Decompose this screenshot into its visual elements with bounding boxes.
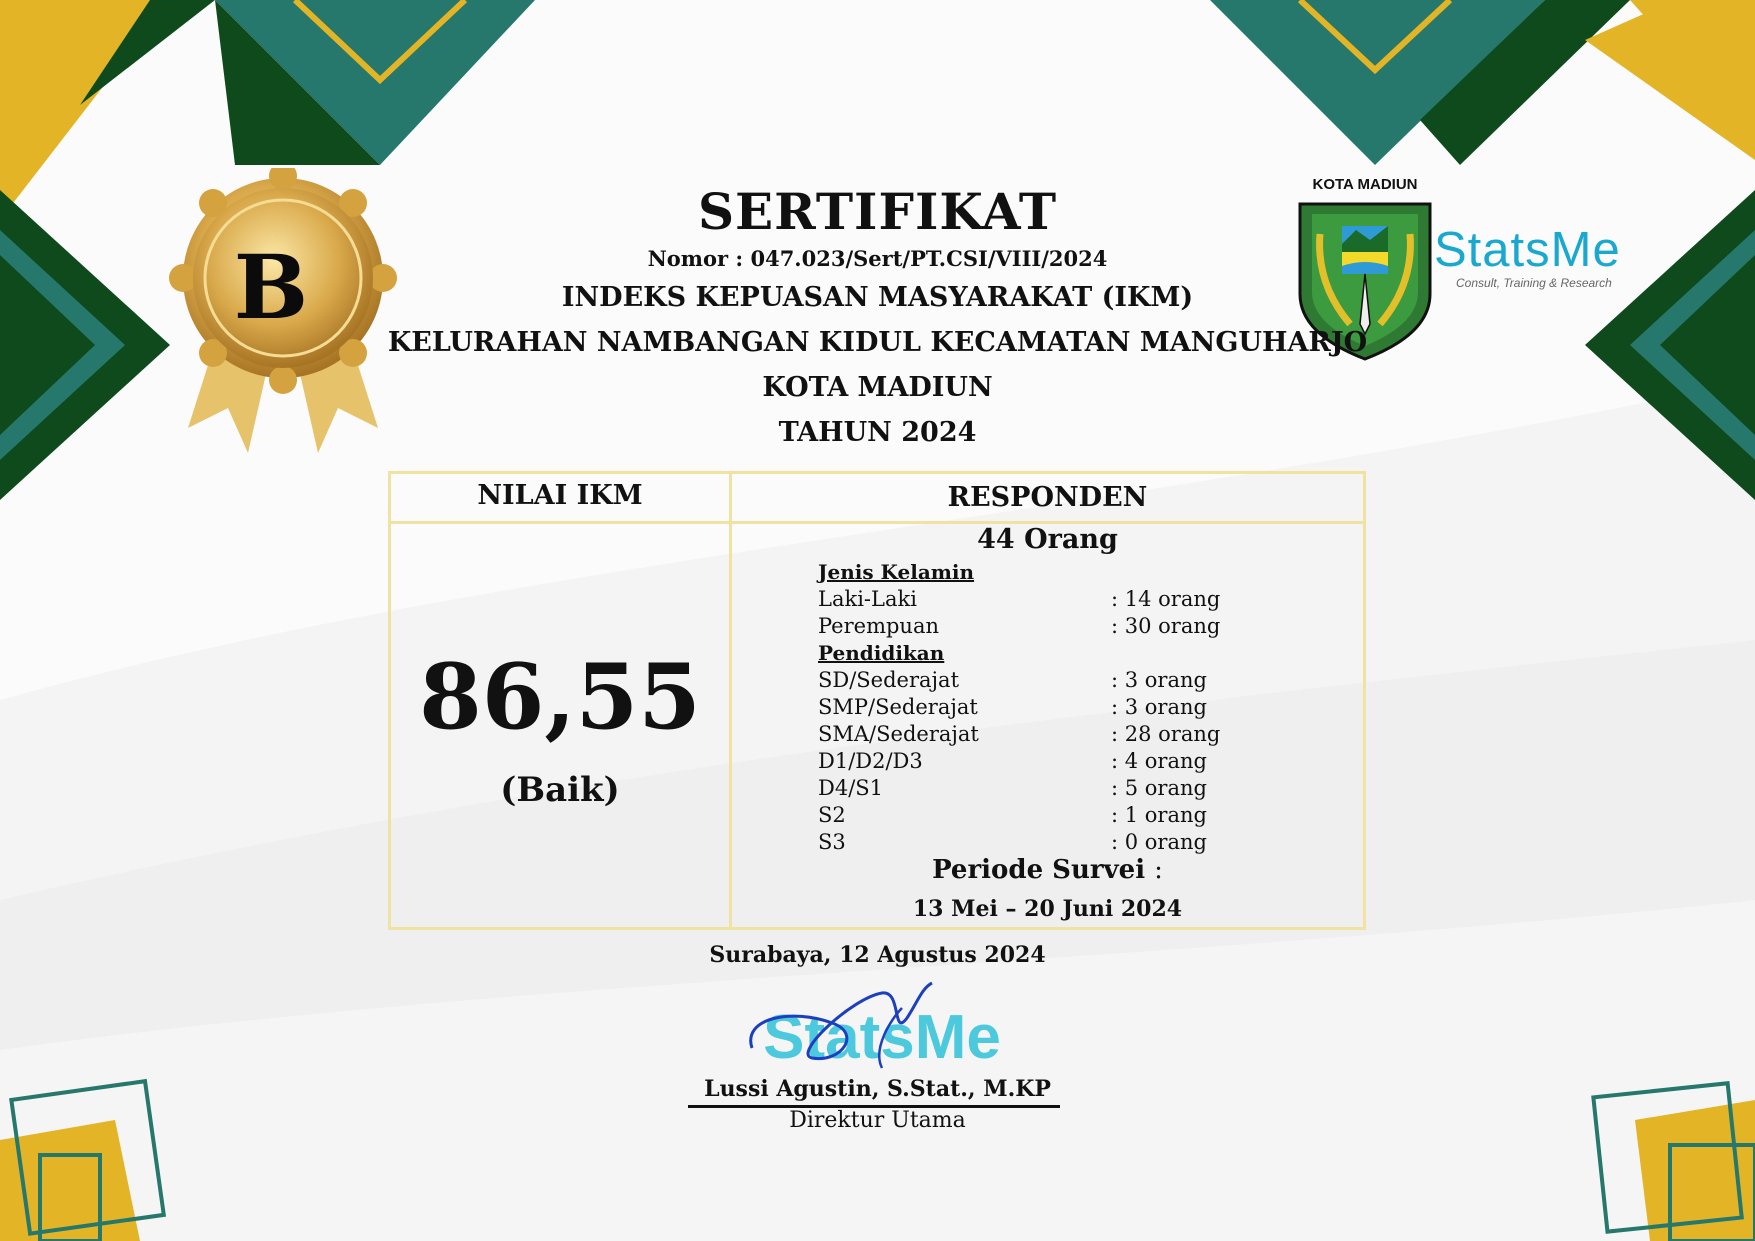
signer-name: Lussi Agustin, S.Stat., M.KP: [704, 1076, 1051, 1102]
place-date: Surabaya, 12 Agustus 2024: [709, 942, 1046, 968]
heading-line-3: KOTA MADIUN: [762, 372, 993, 403]
statsme-logo: StatsMe: [1434, 223, 1621, 277]
education-label: D1/D2/D3: [818, 749, 923, 773]
ikm-grade-text: (Baik): [500, 770, 620, 810]
gender-section-title: Jenis Kelamin: [818, 560, 975, 584]
survey-period-label-text: Periode Survei: [932, 855, 1146, 885]
header-responden: RESPONDEN: [947, 482, 1148, 513]
survey-period-colon: :: [1154, 855, 1163, 885]
gender-label: Laki-Laki: [818, 587, 917, 611]
header-nilai-ikm: NILAI IKM: [477, 480, 643, 511]
heading-line-4: TAHUN 2024: [778, 417, 977, 448]
survey-period-value: 13 Mei – 20 Juni 2024: [912, 896, 1183, 922]
education-label: S3: [818, 830, 846, 854]
medal-grade: B: [233, 235, 309, 339]
education-value: : 3 orang: [1111, 668, 1207, 692]
education-label: SMA/Sederajat: [818, 722, 979, 746]
education-value: : 1 orang: [1111, 803, 1207, 827]
education-value: : 5 orang: [1111, 776, 1207, 800]
certificate-title: SERTIFIKAT: [697, 182, 1058, 241]
signature-stamp-icon: [732, 978, 1032, 1078]
survey-period-label: [732, 855, 1363, 885]
heading-line-1: INDEKS KEPUASAN MASYARAKAT (IKM): [561, 282, 1194, 313]
respondent-total: 44 Orang: [977, 524, 1118, 555]
education-label: S2: [818, 803, 846, 827]
gender-value: : 30 orang: [1111, 614, 1221, 638]
education-value: : 0 orang: [1111, 830, 1207, 854]
education-value: : 28 orang: [1111, 722, 1221, 746]
certificate-number: Nomor : 047.023/Sert/PT.CSI/VIII/2024: [647, 246, 1108, 271]
education-section-title: Pendidikan: [818, 641, 945, 665]
ikm-score: 86,55: [419, 644, 701, 750]
statsme-tagline: Consult, Training & Research: [1456, 276, 1612, 290]
education-label: SMP/Sederajat: [818, 695, 978, 719]
education-label: D4/S1: [818, 776, 884, 800]
signer-role: Direktur Utama: [789, 1108, 966, 1133]
education-value: : 3 orang: [1111, 695, 1207, 719]
heading-line-2: KELURAHAN NAMBANGAN KIDUL KECAMATAN MANGUHARJO: [387, 327, 1368, 358]
education-value: : 4 orang: [1111, 749, 1207, 773]
result-table: [388, 471, 1366, 930]
crest-label: KOTA MADIUN: [1312, 176, 1418, 193]
gender-label: Perempuan: [818, 614, 940, 638]
svg-text:StatsMe: StatsMe: [763, 1003, 1001, 1072]
gender-value: : 14 orang: [1111, 587, 1221, 611]
education-label: SD/Sederajat: [818, 668, 960, 692]
